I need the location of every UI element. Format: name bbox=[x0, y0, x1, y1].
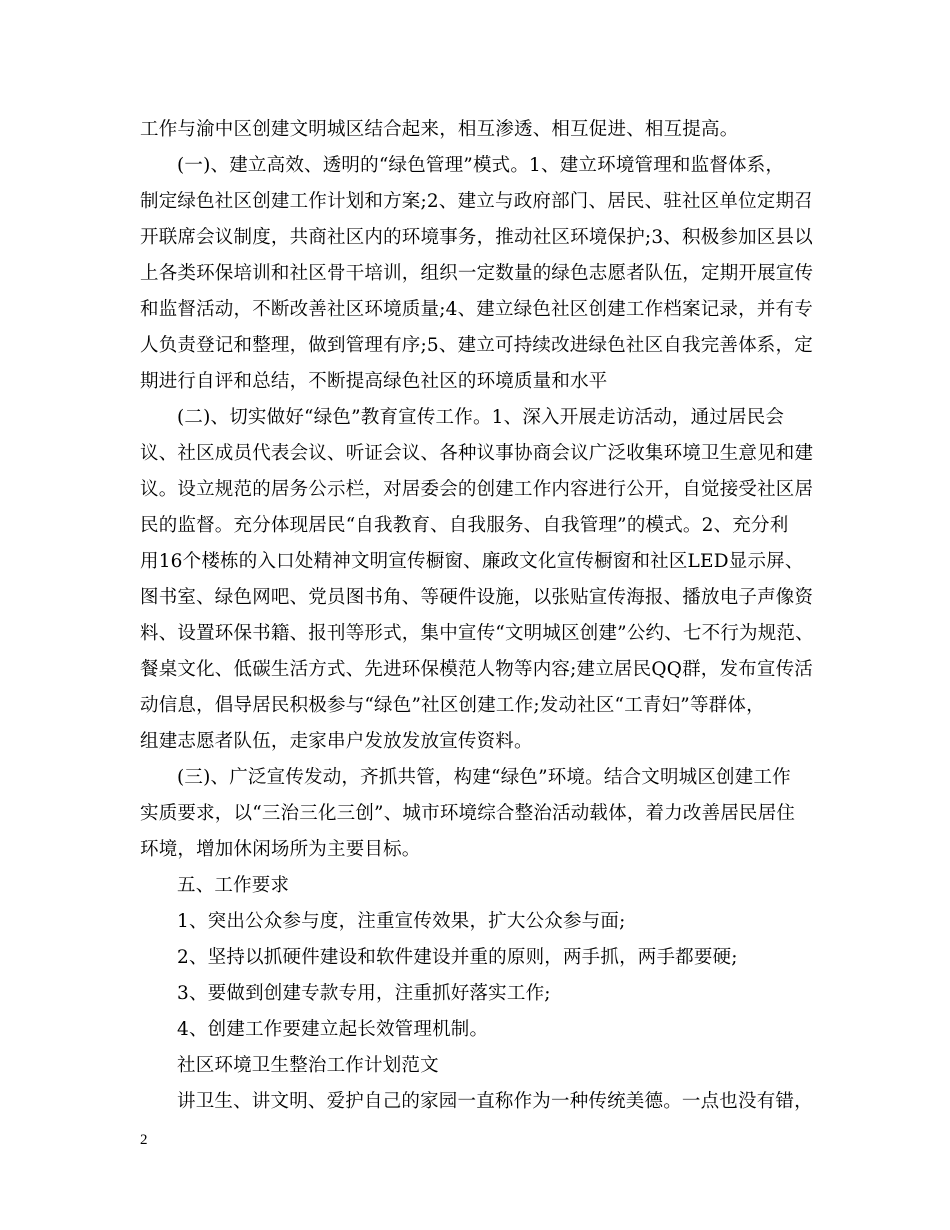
text-line: 上各类环保培训和社区骨干培训，组织一定数量的绿色志愿者队伍，定期开展宣传 bbox=[140, 263, 814, 284]
text-line: 料、设置环保书籍、报刊等形式，集中宣传“文明城区创建”公约、七不行为规范、 bbox=[140, 623, 814, 644]
text-line: 动信息，倡导居民积极参与“绿色”社区创建工作;发动社区“工青妇”等群体， bbox=[140, 695, 765, 716]
text-line: (二)、切实做好“绿色”教育宣传工作。1、深入开展走访活动，通过居民会 bbox=[177, 407, 785, 428]
text-line: 餐桌文化、低碳生活方式、先进环保模范人物等内容;建立居民QQ群，发布宣传活 bbox=[140, 659, 813, 680]
page-number: 2 bbox=[140, 1132, 148, 1148]
list-item: 1、突出公众参与度，注重宣传效果，扩大公众参与面; bbox=[177, 911, 626, 932]
list-item: 4、创建工作要建立起长效管理机制。 bbox=[177, 1019, 489, 1040]
text-line: (一)、建立高效、透明的“绿色管理”模式。1、建立环境管理和监督体系， bbox=[177, 155, 785, 176]
text-line: 实质要求，以“三治三化三创”、城市环境综合整治活动载体，着力改善居民居住 bbox=[140, 803, 796, 824]
text-line: 和监督活动，不断改善社区环境质量;4、建立绿色社区创建工作档案记录，并有专 bbox=[140, 299, 813, 320]
text-line: 期进行自评和总结，不断提高绿色社区的环境质量和水平 bbox=[140, 371, 608, 392]
text-line: 组建志愿者队伍，走家串户发放发放宣传资料。 bbox=[140, 731, 533, 752]
text-line: 人负责登记和整理，做到管理有序;5、建立可持续改进绿色社区自我完善体系，定 bbox=[140, 335, 813, 356]
text-line: 工作与渝中区创建文明城区结合起来，相互渗透、相互促进、相互提高。 bbox=[140, 119, 739, 140]
text-line: 民的监督。充分体现居民“自我教育、自我服务、自我管理”的模式。2、充分利 bbox=[140, 515, 789, 536]
section-heading: 五、工作要求 bbox=[177, 875, 290, 896]
text-line: 开联席会议制度，共商社区内的环境事务，推动社区环境保护;3、积极参加区县以 bbox=[140, 227, 813, 248]
text-line: 制定绿色社区创建工作计划和方案;2、建立与政府部门、居民、驻社区单位定期召 bbox=[140, 191, 813, 212]
subtitle: 社区环境卫生整治工作计划范文 bbox=[177, 1055, 439, 1076]
body-text bbox=[140, 112, 820, 1120]
text-line: (三)、广泛宣传发动，齐抓共管，构建“绿色”环境。结合文明城区创建工作 bbox=[177, 767, 791, 788]
text-line: 图书室、绿色网吧、党员图书角、等硬件设施，以张贴宣传海报、播放电子声像资 bbox=[140, 587, 814, 608]
text-line: 环境，增加休闲场所为主要目标。 bbox=[140, 839, 421, 860]
text-line: 用16个楼栋的入口处精神文明宣传橱窗、廉政文化宣传橱窗和社区LED显示屏、 bbox=[140, 551, 804, 572]
text-line: 议、社区成员代表会议、听证会议、各种议事协商会议广泛收集环境卫生意见和建 bbox=[140, 443, 814, 464]
text-line: 议。设立规范的居务公示栏，对居委会的创建工作内容进行公开，自觉接受社区居 bbox=[140, 479, 814, 500]
text-line: 讲卫生、讲文明、爱护自己的家园一直称作为一种传统美德。一点也没有错， bbox=[177, 1091, 813, 1112]
list-item: 2、坚持以抓硬件建设和软件建设并重的原则，两手抓，两手都要硬; bbox=[177, 947, 738, 968]
list-item: 3、要做到创建专款专用，注重抓好落实工作; bbox=[177, 983, 551, 1004]
